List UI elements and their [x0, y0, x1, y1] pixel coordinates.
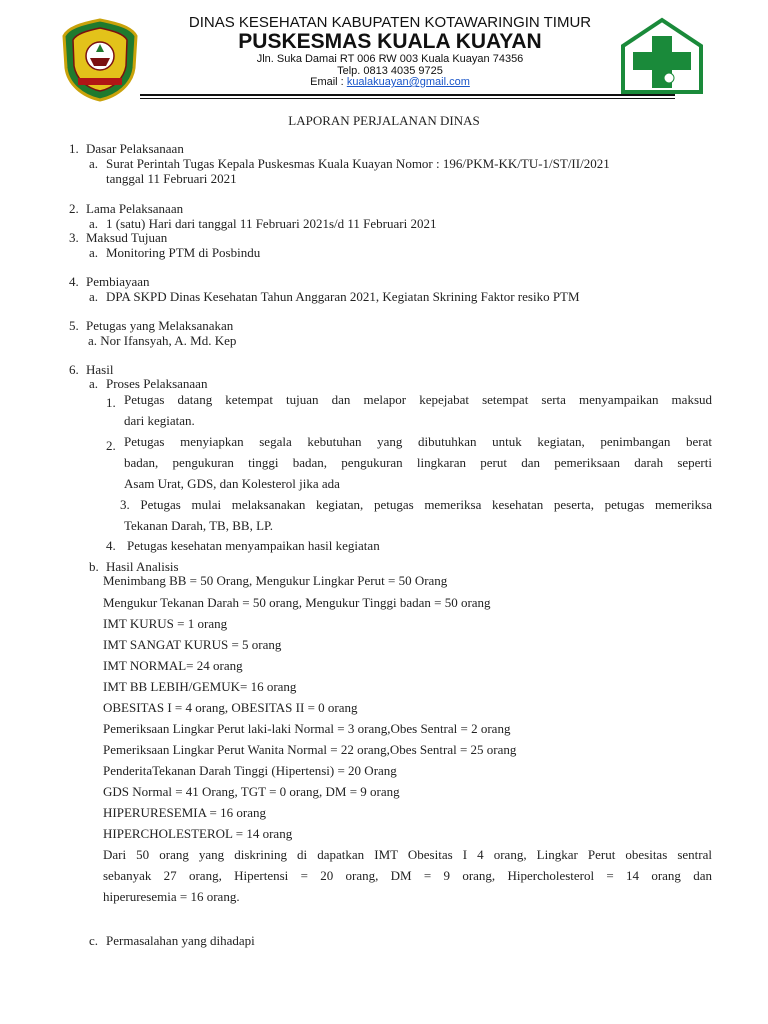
step-2-line1: Petugas menyiapkan segala kebutuhan yang dibutuhkan untuk kegiatan, penimbangan berat [124, 434, 712, 449]
header-divider-thick [140, 94, 675, 96]
step-4-text: Petugas kesehatan menyampaikan hasil kegiatan [127, 538, 380, 553]
step-2-number: 2. [106, 438, 116, 453]
s3-a-mark: a. [89, 245, 99, 260]
s6-heading: Hasil [86, 362, 114, 377]
green-cross-logo [619, 16, 705, 96]
address-line: Jln. Suka Damai RT 006 RW 003 Kuala Kuayan 74356 [256, 53, 524, 65]
step-1-line2: dari kegiatan. [124, 413, 195, 428]
s5-heading: Petugas yang Melaksanakan [86, 318, 234, 333]
analysis-row: IMT SANGAT KURUS = 5 orang [103, 637, 282, 652]
analysis-row: IMT BB LEBIH/GEMUK= 16 orang [103, 679, 297, 694]
s5-number: 5. [69, 318, 79, 333]
analysis-row: OBESITAS I = 4 orang, OBESITAS II = 0 orang [103, 700, 358, 715]
email-link[interactable]: kualakuayan@gmail.com [346, 76, 470, 88]
step-4-number: 4. [106, 538, 116, 553]
regency-crest-logo [62, 18, 138, 102]
s1-a-mark: a. [89, 156, 99, 171]
analysis-summary-line3: hiperuresemia = 16 orang. [103, 889, 240, 904]
s3-number: 3. [69, 230, 79, 245]
report-title: LAPORAN PERJALANAN DINAS [288, 113, 480, 128]
s4-a-mark: a. [89, 289, 99, 304]
s4-number: 4. [69, 274, 79, 289]
step-2-line3: Asam Urat, GDS, dan Kolesterol jika ada [124, 476, 340, 491]
analysis-row: HIPERURESEMIA = 16 orang [103, 805, 266, 820]
puskesmas-name: PUSKESMAS KUALA KUAYAN [238, 30, 542, 53]
analysis-row: IMT KURUS = 1 orang [103, 616, 228, 631]
s5-a-text: a. Nor Ifansyah, A. Md. Kep [88, 333, 237, 348]
analysis-summary-line1: Dari 50 orang yang diskrining di dapatkan IMT Obesitas I 4 orang, Lingkar Perut obesitas sentral [103, 847, 712, 862]
analysis-row: Menimbang BB = 50 Orang, Mengukur Lingkar Perut = 50 Orang [103, 573, 448, 588]
email-line [150, 76, 630, 88]
s1-a-line2: tanggal 11 Februari 2021 [106, 171, 237, 186]
analysis-row: Pemeriksaan Lingkar Perut Wanita Normal = 22 orang,Obes Sentral = 25 orang [103, 742, 517, 757]
analysis-row: IMT NORMAL= 24 orang [103, 658, 243, 673]
s1-a-line1: Surat Perintah Tugas Kepala Puskesmas Kuala Kuayan Nomor : 196/PKM-KK/TU-1/ST/II/2021 [106, 156, 610, 171]
s6-a-mark: a. [89, 376, 99, 391]
step-1-line1: Petugas datang ketempat tujuan dan melapor kepejabat setempat serta menyampaikan maksud [124, 392, 712, 407]
step-3-line2: Tekanan Darah, TB, BB, LP. [124, 518, 274, 533]
step-2-line2: badan, pengukuran tinggi badan, pengukuran lingkaran perut dan pemeriksaan darah seperti [124, 455, 712, 470]
s6-b-heading: Hasil Analisis [106, 559, 179, 574]
step-1-number: 1. [106, 395, 116, 410]
s6-c-heading: Permasalahan yang dihadapi [106, 933, 255, 948]
analysis-row: PenderitaTekanan Darah Tinggi (Hipertensi) = 20 Orang [103, 763, 397, 778]
s2-a-mark: a. [89, 216, 99, 231]
s2-heading: Lama Pelaksanaan [86, 201, 184, 216]
s3-heading: Maksud Tujuan [86, 230, 168, 245]
analysis-row: HIPERCHOLESTEROL = 14 orang [103, 826, 293, 841]
agency-name: DINAS KESEHATAN KABUPATEN KOTAWARINGIN TIMUR [188, 14, 592, 31]
s6-number: 6. [69, 362, 79, 377]
s2-number: 2. [69, 201, 79, 216]
header-divider-thin [140, 98, 675, 99]
s6-c-mark: c. [89, 933, 99, 948]
analysis-row: GDS Normal = 41 Orang, TGT = 0 orang, DM = 9 orang [103, 784, 400, 799]
phone-line: Telp. 0813 4035 9725 [337, 65, 443, 77]
step-3-line1: 3. Petugas mulai melaksanakan kegiatan, petugas memeriksa kesehatan peserta, petugas memeriksa [120, 497, 712, 512]
analysis-row: Pemeriksaan Lingkar Perut laki-laki Normal = 3 orang,Obes Sentral = 2 orang [103, 721, 511, 736]
s1-heading: Dasar Pelaksanaan [86, 141, 184, 156]
s6-b-mark: b. [89, 559, 99, 574]
analysis-summary-line2: sebanyak 27 orang, Hipertensi = 20 orang, DM = 9 orang, Hipercholesterol = 14 orang dan [103, 868, 712, 883]
s2-a-text: 1 (satu) Hari dari tanggal 11 Februari 2021s/d 11 Februari 2021 [106, 216, 437, 231]
email-label: Email : [310, 76, 344, 88]
s3-a-text: Monitoring PTM di Posbindu [106, 245, 261, 260]
s4-heading: Pembiayaan [86, 274, 150, 289]
s1-number: 1. [69, 141, 79, 156]
s6-a-heading: Proses Pelaksanaan [106, 376, 208, 391]
analysis-row: Mengukur Tekanan Darah = 50 orang, Mengukur Tinggi badan = 50 orang [103, 595, 491, 610]
s4-a-text: DPA SKPD Dinas Kesehatan Tahun Anggaran 2021, Kegiatan Skrining Faktor resiko PTM [106, 289, 580, 304]
